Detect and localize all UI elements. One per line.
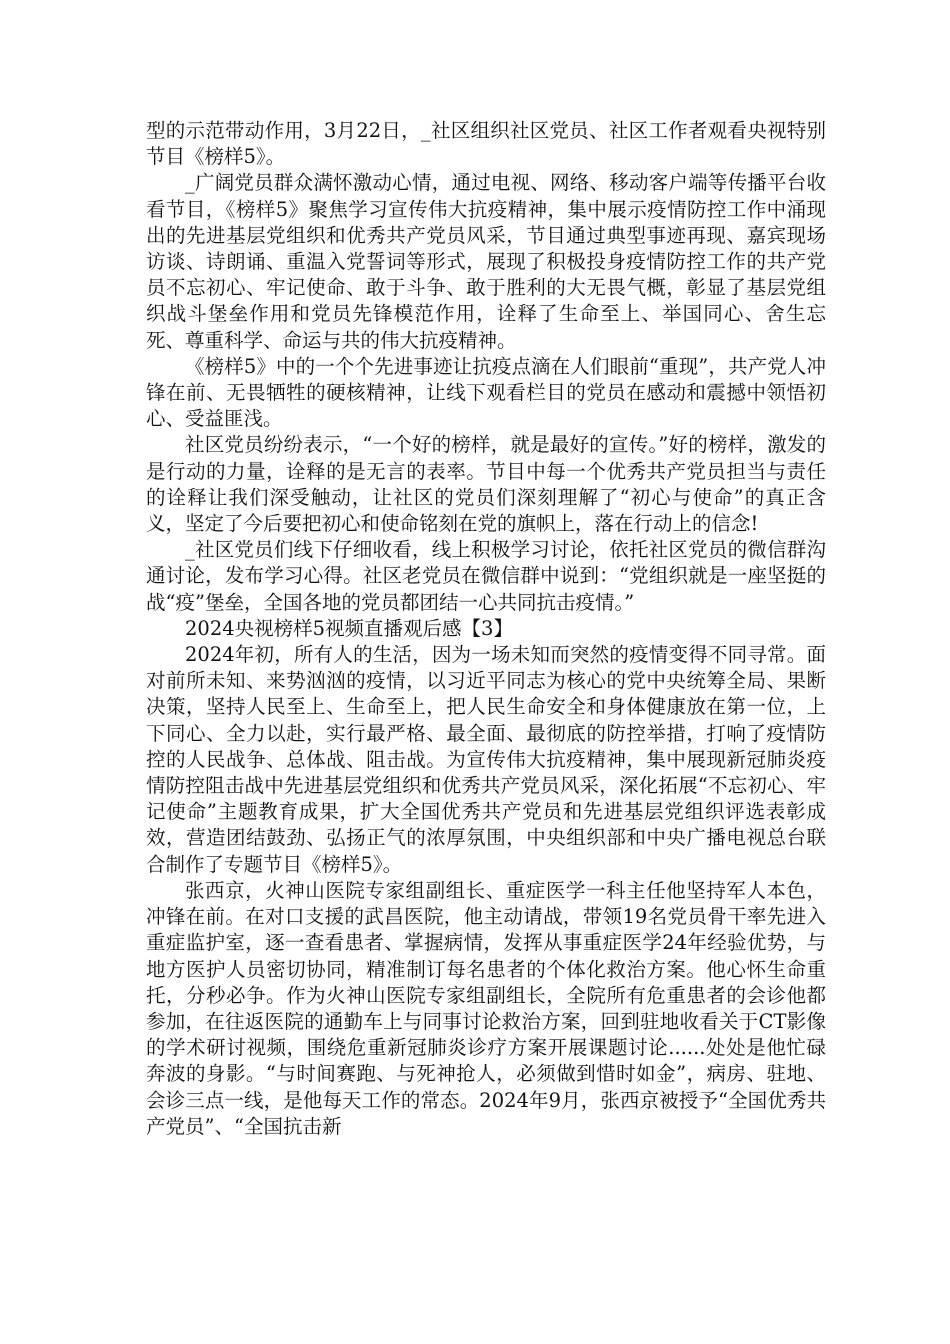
paragraph-4: 社区党员纷纷表示，“一个好的榜样，就是最好的宣传。”好的榜样，激发的是行动的力量，诠释的是无言的表率。节目中每一个优秀共产党员担当与责任的诠释让我们深受触动，让社区的党员们深刻理解了“初心与使命”的真正含义，坚定了今后要把初心和使命铭刻在党的旗帜上，落在行动上的信念! bbox=[146, 433, 826, 536]
paragraph-7: 张西京，火神山医院专家组副组长、重症医学一科主任他坚持军人本色，冲锋在前。在对口支援的武昌医院，他主动请战，带领19名党员骨干率先进入重症监护室，逐一查看患者、掌握病情，发挥从事重症医学24年经验优势，与地方医护人员密切协同，精准制订每名患者的个体化救治方案。他心怀生命重托，分秒必争。作为火神山医院专家组副组长，全院所有危重患者的会诊他都参加，在往返医院的通勤车上与同事讨论救治方案，回到驻地收看关于CT影像的学术研讨视频，围绕危重新冠肺炎诊疗方案开展课题讨论......处处是他忙碌奔波的身影。“与时间赛跑、与死神抢人，必须做到惜时如金”，病房、驻地、会诊三点一线，是他每天工作的常态。2024年9月，张西京被授予“全国优秀共产党员”、“全国抗击新 bbox=[146, 878, 826, 1138]
paragraph-2: _广阔党员群众满怀激动心情，通过电视、网络、移动客户端等传播平台收看节目，《榜样5》聚焦学习宣传伟大抗疫精神，集中展示疫情防控工作中涌现出的先进基层党组织和优秀共产党员风采，节目通过典型事迹再现、嘉宾现场访谈、诗朗诵、重温入党誓词等形式，展现了积极投身疫情防控工作的共产党员不忘初心、牢记使命、敢于斗争、敢于胜利的大无畏气概，彰显了基层党组织战斗堡垒作用和党员先锋模范作用，诠释了生命至上、举国同心、舍生忘死、尊重科学、命运与共的伟大抗疫精神。 bbox=[146, 171, 826, 352]
document-page bbox=[146, 118, 826, 1140]
paragraph-3: 《榜样5》中的一个个先进事迹让抗疫点滴在人们眼前“重现”，共产党人冲锋在前、无畏牺牲的硬核精神，让线下观看栏目的党员在感动和震撼中领悟初心、受益匪浅。 bbox=[146, 354, 826, 431]
paragraph-1: 型的示范带动作用，3月22日，_社区组织社区党员、社区工作者观看央视特别节目《榜样5》。 bbox=[146, 119, 826, 169]
paragraph-5: _社区党员们线下仔细收看，线上积极学习讨论，依托社区党员的微信群沟通讨论，发布学习心得。社区老党员在微信群中说到：“党组织就是一座坚挺的战“疫”堡垒，全国各地的党员都团结一心共同抗击疫情。” bbox=[146, 538, 826, 614]
paragraph-6: 2024年初，所有人的生活，因为一场未知而突然的疫情变得不同寻常。面对前所未知、来势汹汹的疫情，以习近平同志为核心的党中央统筹全局、果断决策，坚持人民至上、生命至上，把人民生命安全和身体健康放在第一位，上下同心、全力以赴，实行最严格、最全面、最彻底的防控举措，打响了疫情防控的人民战争、总体战、阻击战。为宣传伟大抗疫精神，集中展现新冠肺炎疫情防控阻击战中先进基层党组织和优秀共产党员风采，深化拓展“不忘初心、牢记使命”主题教育成果，扩大全国优秀共产党员和先进基层党组织评选表彰成效，营造团结鼓劲、弘扬正气的浓厚氛围，中央组织部和中央广播电视总台联合制作了专题节目《榜样5》。 bbox=[146, 643, 826, 876]
section-heading: 2024央视榜样5视频直播观后感【3】 bbox=[185, 616, 513, 640]
